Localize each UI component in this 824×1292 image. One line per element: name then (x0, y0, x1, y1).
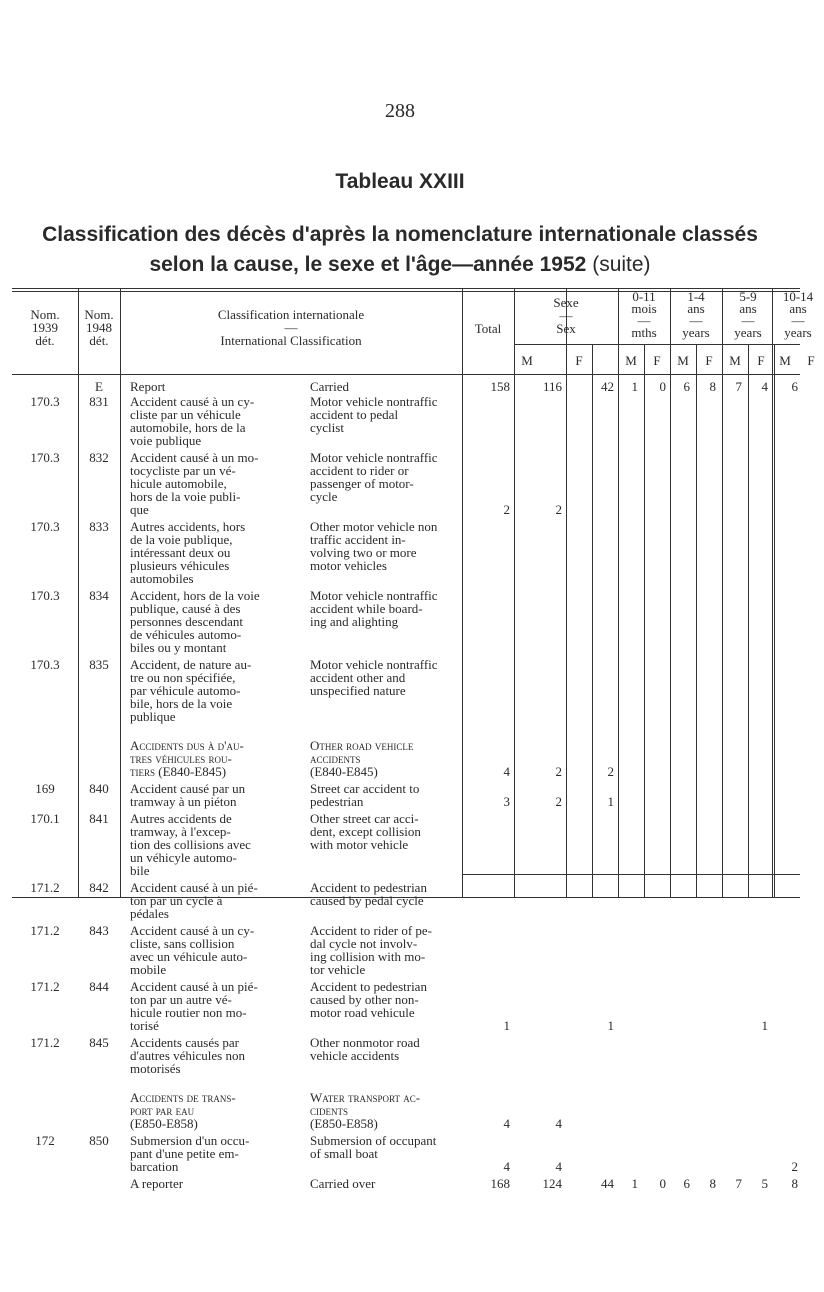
header-sub-f: F (757, 353, 765, 368)
header-age-5-9: ans (739, 301, 757, 316)
row-label-en: vehicle accidents (310, 1048, 400, 1063)
row-label-fr: Autres accidents, hors (130, 519, 246, 534)
row-value: 4 (503, 1159, 510, 1174)
row-label-fr: pant d'une petite em- (130, 1146, 239, 1161)
header-nom-1948: 1948 (86, 320, 112, 335)
row-label-fr: Accident, de nature au- (130, 657, 252, 672)
row-label-fr: Accident causé par un (130, 781, 246, 796)
header-age-0-11: — (637, 313, 651, 328)
header-sub-m: M (729, 353, 741, 368)
header-nom-1939: dét. (35, 333, 55, 348)
row-label-fr: bile, hors de la voie (130, 696, 233, 711)
table-title: Tableau XXIII (335, 170, 465, 193)
row-nom-1948: 833 (89, 519, 109, 534)
row-nom-1939: 172 (35, 1133, 55, 1148)
row-value: 2 (555, 764, 562, 779)
row-nom-1939: 170.3 (30, 519, 60, 534)
row-label-en: Accident to pedestrian (310, 979, 427, 994)
row-label-fr: intéressant deux ou (130, 545, 231, 560)
row-nom-1948: 850 (89, 1133, 109, 1148)
row-label-fr: motorisés (130, 1061, 181, 1076)
column-rule (120, 288, 121, 898)
statistics-table (12, 288, 815, 1191)
row-label-en: traffic accident in- (310, 532, 406, 547)
row-value: 116 (542, 379, 562, 394)
row-value: 8 (791, 1176, 798, 1191)
row-label-en: motor road vehicule (310, 1005, 415, 1020)
header-age-1-4: 1-4 (687, 289, 705, 304)
row-label-en: accident to pedal (310, 407, 399, 422)
header-nom-1948: Nom. (84, 307, 114, 322)
subtitle-suite: (suite) (592, 253, 651, 276)
row-label-en: Other nonmotor road (310, 1035, 420, 1050)
row-value: 1 (503, 1018, 510, 1033)
row-label-fr: automobiles (130, 571, 194, 586)
row-label-fr: tre ou non spécifiée, (130, 670, 236, 685)
row-value: 4 (503, 1116, 510, 1131)
row-label-en: accident to rider or (310, 463, 409, 478)
row-nom-1948: 843 (89, 923, 109, 938)
row-label-fr: publique (130, 709, 176, 724)
row-label-en: cyclist (310, 420, 344, 435)
row-label-fr: avec un véhicule auto- (130, 949, 248, 964)
row-label-fr: par véhicule automo- (130, 683, 241, 698)
top-rule (12, 288, 800, 289)
row-value: 2 (607, 764, 614, 779)
column-rule (592, 344, 593, 898)
header-age-1-4: ans (687, 301, 705, 316)
row-value: 8 (709, 379, 716, 394)
row-label-fr: que (130, 502, 149, 517)
row-label-en: caused by other non- (310, 992, 419, 1007)
header-sex: Sex (556, 321, 576, 336)
row-nom-1939: 170.1 (30, 811, 60, 826)
header-age-1-4: years (682, 325, 710, 340)
row-label-fr: pédales (130, 906, 169, 921)
header-classification: Classification internationale (217, 307, 365, 322)
header-age-10-14: years (784, 325, 812, 340)
row-label-fr: tramway, à l'excep- (130, 824, 231, 839)
subheader-rule (514, 344, 800, 345)
row-label-en: Other road vehicle (310, 738, 414, 753)
row-value: 4 (555, 1159, 562, 1174)
subtitle-line-1: Classification des décès d'après la nomenclature internationale classés (42, 223, 758, 246)
row-label-en: volving two or more (310, 545, 417, 560)
row-label-fr: Accident causé à un mo- (130, 450, 259, 465)
row-nom-1948: 831 (89, 394, 109, 409)
header-age-0-11: mois (631, 301, 657, 316)
row-value: 6 (683, 379, 690, 394)
header-sub-f: F (653, 353, 661, 368)
row-value: 7 (735, 379, 742, 394)
row-label-fr: Report (130, 379, 166, 394)
header-age-5-9: — (741, 313, 755, 328)
row-label-fr: ton par un cycle à (130, 893, 223, 908)
row-nom-1948: 842 (89, 880, 109, 895)
row-value: 2 (503, 502, 510, 517)
row-label-fr: personnes descendant (130, 614, 243, 629)
row-value: 8 (709, 1176, 716, 1191)
row-nom-1948: 840 (89, 781, 109, 796)
row-label-fr: tiers (E840-E845) (130, 764, 227, 779)
row-label-en: cycle (310, 489, 338, 504)
row-label-fr: Accidents causés par (130, 1035, 240, 1050)
header-nom-1939: 1939 (32, 320, 58, 335)
row-label-fr: mobile (130, 962, 167, 977)
row-value: 7 (735, 1176, 742, 1191)
column-rule (774, 344, 775, 898)
header-sub-m: M (625, 353, 637, 368)
header-age-10-14: — (791, 313, 805, 328)
row-label-fr: Accidents dus à d'au- (130, 738, 244, 753)
row-label-fr: tramway à un piéton (130, 794, 237, 809)
row-label-fr: Accident, hors de la voie (130, 588, 260, 603)
row-value: 6 (791, 379, 798, 394)
row-label-fr: bile (130, 863, 150, 878)
row-label-en: motor vehicles (310, 558, 387, 573)
header-sex: — (559, 308, 573, 323)
row-label-en: dal cycle not involv- (310, 936, 418, 951)
row-value: 168 (490, 1176, 510, 1191)
row-label-en: ing and alighting (310, 614, 399, 629)
row-label-en: (E850-E858) (310, 1116, 378, 1131)
header-classification: — (284, 320, 298, 335)
row-label-fr: Autres accidents de (130, 811, 232, 826)
row-label-en: Motor vehicle nontraffic (310, 657, 438, 672)
column-rule (696, 344, 697, 898)
row-value: 124 (542, 1176, 562, 1191)
row-label-fr: A reporter (130, 1176, 184, 1191)
row-label-fr: barcation (130, 1159, 179, 1174)
row-label-fr: Accident causé à un cy- (130, 923, 255, 938)
row-value: 1 (631, 379, 638, 394)
row-label-en: Motor vehicle nontraffic (310, 588, 438, 603)
row-nom-1939: 170.3 (30, 450, 60, 465)
header-sex: Sexe (553, 295, 579, 310)
row-label-fr: Accident causé à un pié- (130, 979, 258, 994)
totals-rule (462, 874, 800, 875)
row-value: 2 (791, 1159, 798, 1174)
row-value: 5 (761, 1176, 768, 1191)
row-label-en: of small boat (310, 1146, 378, 1161)
row-label-en: Water transport ac- (310, 1090, 421, 1105)
row-label-en: caused by pedal cycle (310, 893, 424, 908)
row-nom-1948: 832 (89, 450, 109, 465)
row-nom-1948: 844 (89, 979, 109, 994)
header-sub-m: M (779, 353, 791, 368)
row-label-fr: hicule automobile, (130, 476, 227, 491)
row-label-fr: Accident causé à un cy- (130, 394, 255, 409)
row-value: 4 (503, 764, 510, 779)
column-rule (644, 344, 645, 898)
row-value: 42 (601, 379, 614, 394)
row-label-fr: Accidents de trans- (130, 1090, 236, 1105)
row-value: 1 (631, 1176, 638, 1191)
row-nom-1939: 171.2 (30, 923, 60, 938)
header-rule (12, 374, 800, 375)
row-label-fr: plusieurs véhicules (130, 558, 230, 573)
row-nom-1939: 171.2 (30, 880, 60, 895)
row-value: 1 (607, 794, 614, 809)
row-nom-1939: 169 (35, 781, 55, 796)
row-label-en: Motor vehicle nontraffic (310, 394, 438, 409)
header-sub-f: F (575, 353, 583, 368)
row-label-fr: un véhicyle automo- (130, 850, 237, 865)
row-nom-1948: 841 (89, 811, 109, 826)
header-sub-f: F (807, 353, 815, 368)
header-age-0-11: mths (631, 325, 657, 340)
header-sub-m: M (521, 353, 533, 368)
row-nom-1948: 835 (89, 657, 109, 672)
row-label-en: Carried (310, 379, 349, 394)
row-value: 1 (607, 1018, 614, 1033)
row-label-en: accidents (310, 751, 361, 766)
header-age-10-14: 10-14 (782, 289, 814, 304)
row-nom-1939: 170.3 (30, 394, 60, 409)
row-label-en: Submersion of occupant (310, 1133, 437, 1148)
page-number: 288 (385, 100, 415, 122)
row-value: 2 (555, 502, 562, 517)
row-nom-1948: 845 (89, 1035, 109, 1050)
row-label-en: Carried over (310, 1176, 376, 1191)
header-age-5-9: years (734, 325, 762, 340)
row-label-fr: tres véhicules rou- (130, 751, 232, 766)
header-age-1-4: — (689, 313, 703, 328)
row-nom-1939: 171.2 (30, 979, 60, 994)
row-value: 158 (490, 379, 510, 394)
row-label-fr: hors de la voie publi- (130, 489, 241, 504)
row-label-en: passenger of motor- (310, 476, 414, 491)
header-total: Total (474, 321, 502, 336)
row-label-en: accident while board- (310, 601, 423, 616)
row-value: 6 (683, 1176, 690, 1191)
row-label-fr: automobile, hors de la (130, 420, 246, 435)
row-label-en: Other street car acci- (310, 811, 419, 826)
column-rule (748, 344, 749, 898)
row-label-fr: publique, causé à des (130, 601, 241, 616)
row-nom-1939: 170.3 (30, 588, 60, 603)
row-label-en: dent, except collision (310, 824, 421, 839)
row-label-fr: hicule routier non mo- (130, 1005, 247, 1020)
row-label-fr: de la voie publique, (130, 532, 233, 547)
row-label-en: Accident to rider of pe- (310, 923, 433, 938)
row-value: 4 (555, 1116, 562, 1131)
row-nom-1948: E (95, 379, 103, 394)
row-value: 1 (761, 1018, 768, 1033)
row-value: 4 (761, 379, 768, 394)
subtitle-line-2: selon la cause, le sexe et l'âge—année 1952 (149, 253, 587, 276)
row-label-en: Street car accident to (310, 781, 420, 796)
row-label-fr: port par eau (130, 1103, 195, 1118)
row-label-en: unspecified nature (310, 683, 406, 698)
row-value: 0 (659, 1176, 666, 1191)
header-sub-m: M (677, 353, 689, 368)
row-label-fr: Submersion d'un occu- (130, 1133, 250, 1148)
header-age-5-9: 5-9 (739, 289, 757, 304)
header-sub-f: F (705, 353, 713, 368)
row-label-fr: ton par un autre vé- (130, 992, 232, 1007)
row-label-en: tor vehicle (310, 962, 366, 977)
header-age-0-11: 0-11 (632, 289, 656, 304)
row-nom-1948: 834 (89, 588, 109, 603)
row-label-fr: cliste par un véhicule (130, 407, 241, 422)
row-value: 2 (555, 794, 562, 809)
row-label-en: with motor vehicle (310, 837, 409, 852)
row-value: 0 (659, 379, 666, 394)
row-label-en: ing collision with mo- (310, 949, 426, 964)
row-value: 44 (601, 1176, 614, 1191)
row-label-fr: Accident causé à un pié- (130, 880, 258, 895)
row-nom-1939: 170.3 (30, 657, 60, 672)
row-nom-1939: 171.2 (30, 1035, 60, 1050)
row-label-fr: d'autres véhicules non (130, 1048, 245, 1063)
row-label-en: Other motor vehicle non (310, 519, 438, 534)
row-label-en: Accident to pedestrian (310, 880, 427, 895)
row-label-en: (E840-E845) (310, 764, 378, 779)
header-classification: International Classification (220, 333, 362, 348)
row-label-en: accident other and (310, 670, 406, 685)
row-label-en: Motor vehicle nontraffic (310, 450, 438, 465)
row-label-fr: tocycliste par un vé- (130, 463, 236, 478)
header-age-10-14: ans (789, 301, 807, 316)
row-label-fr: (E850-E858) (130, 1116, 198, 1131)
row-label-fr: voie publique (130, 433, 202, 448)
row-label-fr: de véhicules automo- (130, 627, 242, 642)
row-label-fr: biles ou y montant (130, 640, 227, 655)
row-value: 3 (503, 794, 510, 809)
header-nom-1939: Nom. (30, 307, 60, 322)
row-label-fr: cliste, sans collision (130, 936, 235, 951)
row-label-en: pedestrian (310, 794, 364, 809)
row-label-fr: tion des collisions avec (130, 837, 251, 852)
row-label-en: cidents (310, 1103, 348, 1118)
table-subtitle (40, 220, 760, 280)
header-nom-1948: dét. (89, 333, 109, 348)
row-label-fr: torisé (130, 1018, 159, 1033)
